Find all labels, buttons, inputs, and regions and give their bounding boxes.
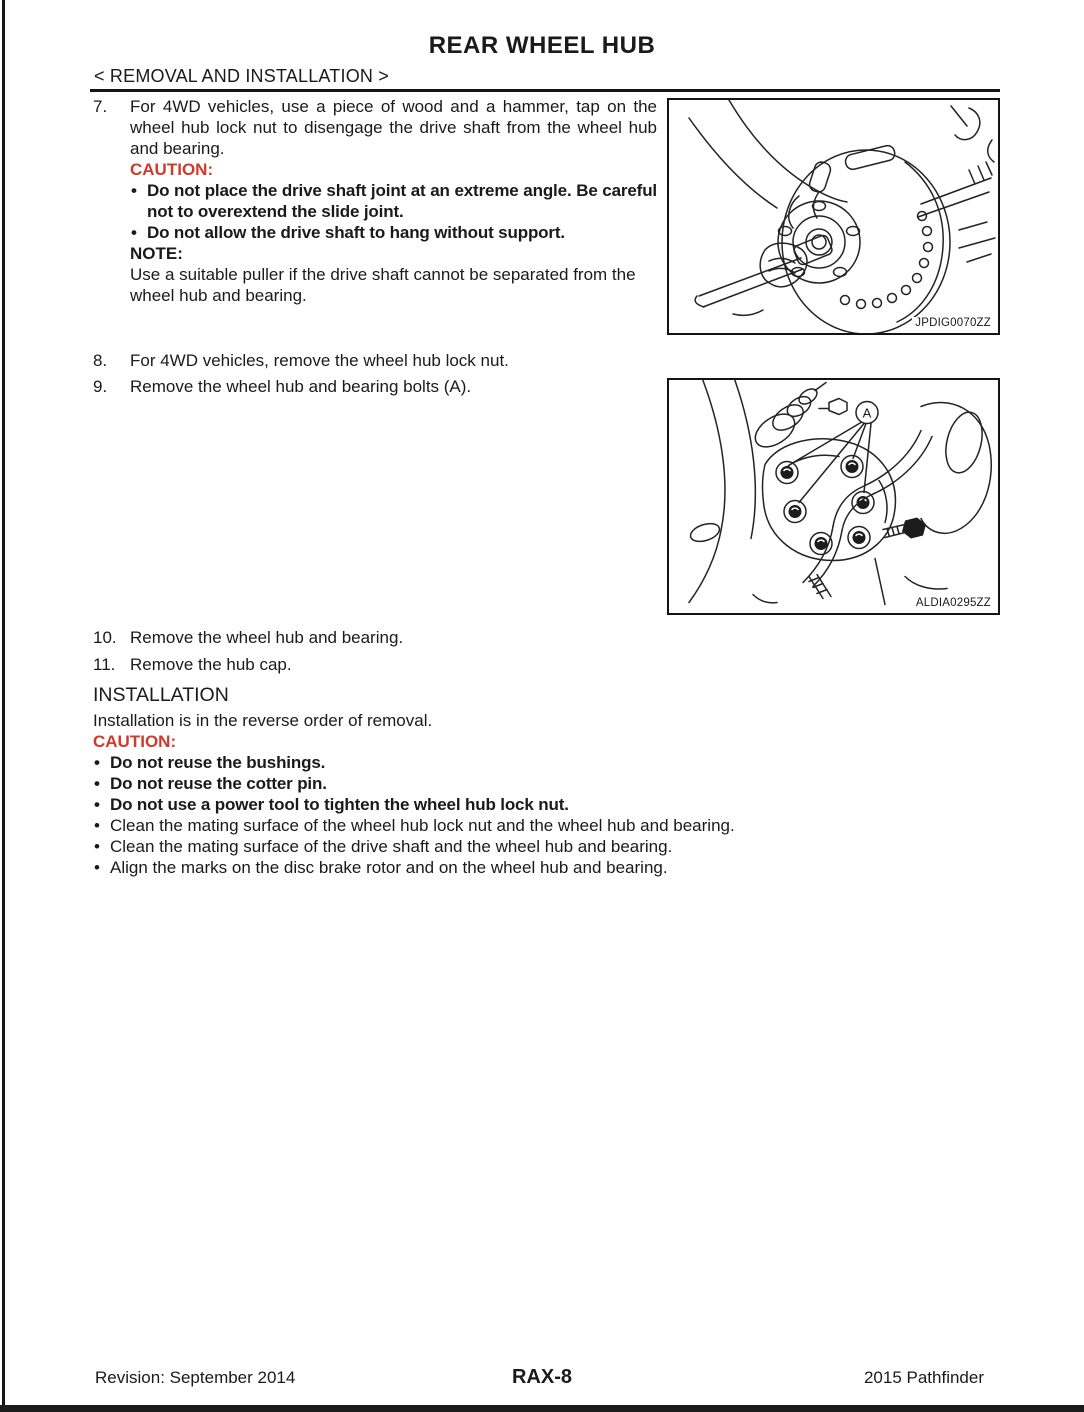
step-10 bbox=[93, 627, 403, 648]
caution-list bbox=[130, 180, 657, 243]
step-8 bbox=[93, 350, 509, 371]
footer-revision: Revision: September 2014 bbox=[95, 1368, 296, 1387]
caution-item: • Align the marks on the disc brake rotor and on the wheel hub and bearing. bbox=[93, 857, 893, 878]
step-text: Remove the hub cap. bbox=[130, 655, 292, 674]
hub-bolts-drawing bbox=[669, 380, 998, 613]
step-text: Remove the wheel hub and bearing. bbox=[130, 628, 404, 647]
step-11 bbox=[93, 654, 292, 675]
caution-item: • Do not allow the drive shaft to hang without support. bbox=[130, 222, 657, 243]
installation-caution-list bbox=[93, 752, 893, 878]
step-number: 7. bbox=[93, 97, 108, 116]
step-number: 11. bbox=[93, 655, 116, 674]
step-text: Remove the wheel hub and bearing bolts (A). bbox=[130, 377, 472, 396]
note-label: NOTE: bbox=[130, 244, 183, 263]
figure-hub-bolts-illustration bbox=[667, 378, 1000, 615]
page-left-border bbox=[2, 0, 5, 1412]
bottom-edge-bar bbox=[0, 1405, 1084, 1412]
figure-hammer-tap-illustration bbox=[667, 98, 1000, 335]
caution-item: • Do not place the drive shaft joint at an extreme angle. Be careful not to overextend the slide joint. bbox=[130, 180, 657, 222]
step-7 bbox=[93, 96, 657, 306]
caution-label: CAUTION: bbox=[130, 160, 214, 179]
step-text: For 4WD vehicles, remove the wheel hub lock nut. bbox=[130, 351, 509, 370]
step-text: For 4WD vehicles, use a piece of wood and a hammer, tap on the wheel hub lock nut to disengage the drive shaft from the wheel hub and bearing. bbox=[130, 97, 657, 158]
step-number: 9. bbox=[93, 377, 108, 396]
bolt-callout-a: A bbox=[862, 405, 872, 421]
footer-model: 2015 Pathfinder bbox=[863, 1368, 984, 1387]
footer-page-code: RAX-8 bbox=[511, 1366, 572, 1388]
caution-item: • Clean the mating surface of the wheel hub lock nut and the wheel hub and bearing. bbox=[93, 815, 893, 836]
note-text: Use a suitable puller if the drive shaft cannot be separated from the wheel hub and bearing. bbox=[130, 265, 636, 305]
page-title: REAR WHEEL HUB bbox=[428, 32, 656, 59]
caution-label: CAUTION: bbox=[93, 732, 177, 751]
step-number: 10. bbox=[93, 628, 117, 647]
step-number: 8. bbox=[93, 351, 108, 370]
caution-item: • Do not reuse the bushings. bbox=[93, 752, 893, 773]
step-9 bbox=[93, 376, 471, 397]
caution-item: • Do not reuse the cotter pin. bbox=[93, 773, 893, 794]
installation-intro: Installation is in the reverse order of removal. bbox=[93, 711, 433, 730]
caution-item: • Do not use a power tool to tighten the wheel hub lock nut. bbox=[93, 794, 893, 815]
hammer-tap-drawing bbox=[669, 100, 998, 333]
figure-code-label: JPDIG0070ZZ bbox=[912, 317, 991, 329]
figure-code-label: ALDIA0295ZZ bbox=[913, 597, 991, 609]
installation-section bbox=[93, 682, 893, 878]
section-breadcrumb: < REMOVAL AND INSTALLATION > bbox=[94, 66, 390, 86]
installation-heading: INSTALLATION bbox=[93, 684, 229, 706]
caution-item: • Clean the mating surface of the drive shaft and the wheel hub and bearing. bbox=[93, 836, 893, 857]
header-rule bbox=[90, 89, 1000, 92]
